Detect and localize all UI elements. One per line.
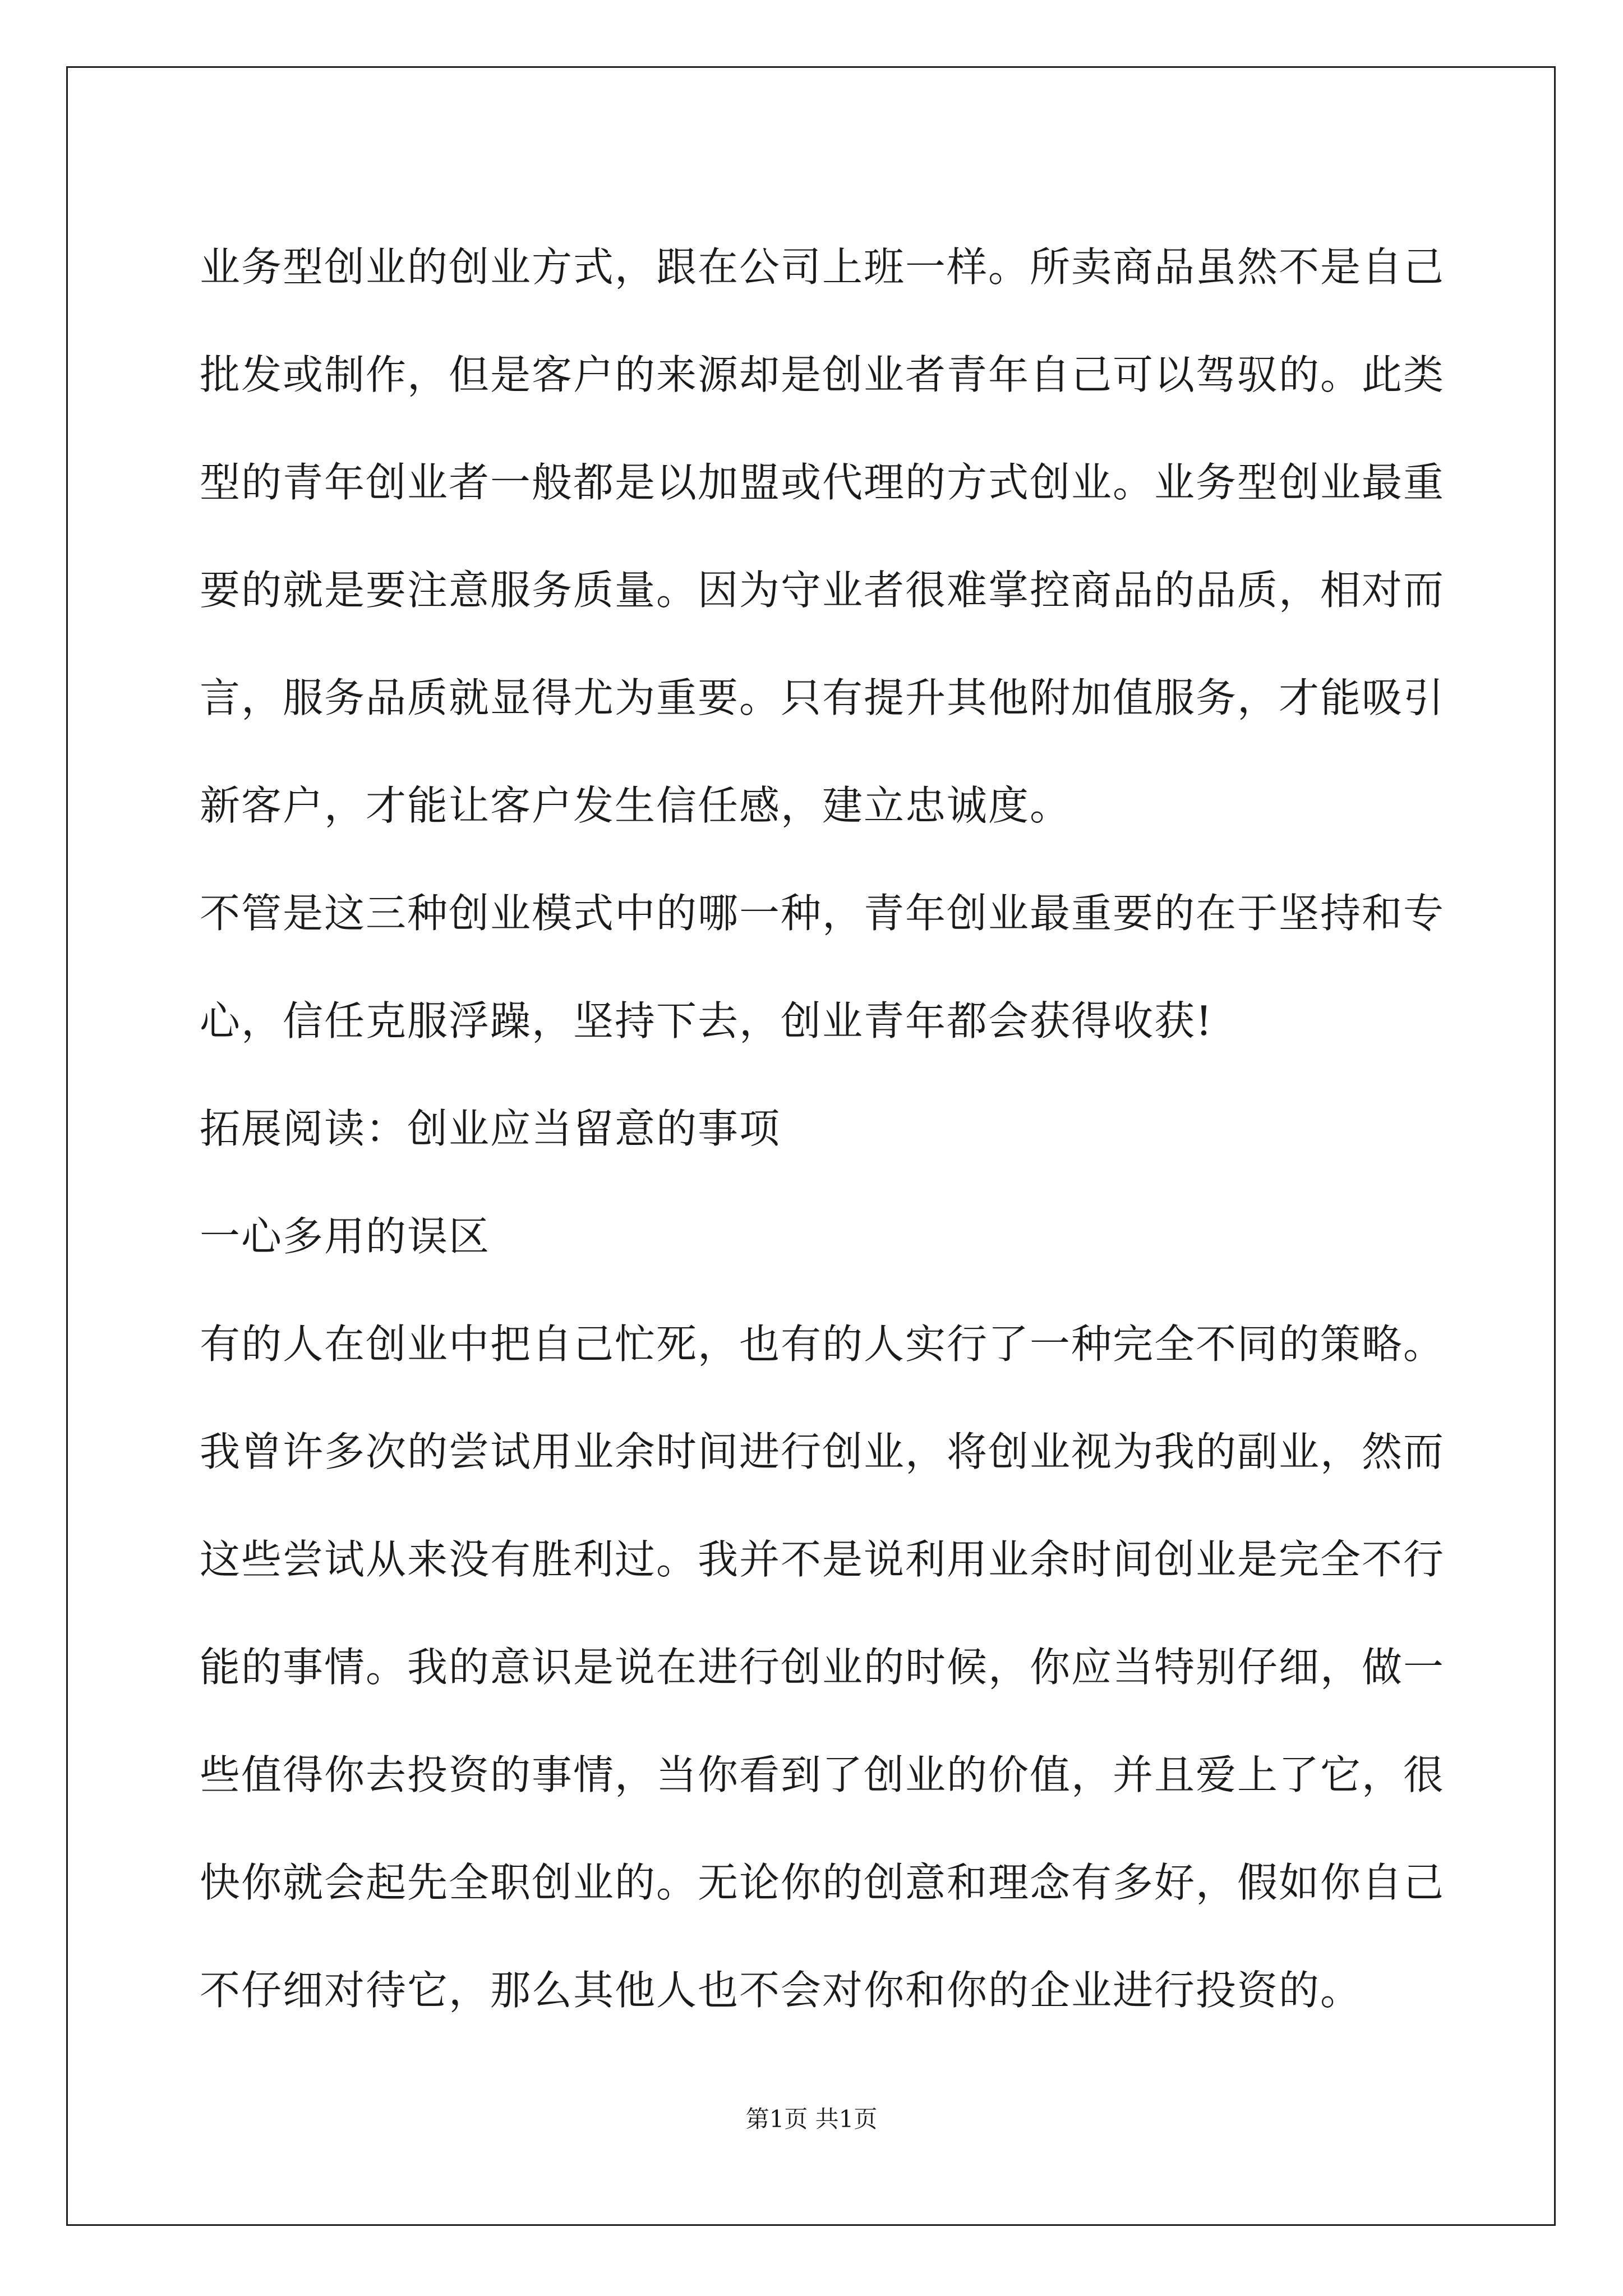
text-line: 型的青年创业者一般都是以加盟或代理的方式创业。业务型创业最重 [200, 459, 1445, 506]
subsection-heading: 一心多用的误区 [200, 1213, 491, 1260]
page-footer: 第1页 共1页 [745, 2105, 878, 2133]
text-line: 不管是这三种创业模式中的哪一种，青年创业最重要的在于坚持和专 [200, 890, 1445, 937]
text-line: 业务型创业的创业方式，跟在公司上班一样。所卖商品虽然不是自己 [200, 243, 1445, 291]
text-line: 这些尝试从来没有胜利过。我并不是说利用业余时间创业是完全不行 [200, 1536, 1445, 1583]
document-body [200, 213, 1445, 2044]
text-line: 能的事情。我的意识是说在进行创业的时候，你应当特别仔细，做一 [200, 1644, 1445, 1691]
text-line: 快你就会起先全职创业的。无论你的创意和理念有多好，假如你自己 [200, 1859, 1445, 1906]
text-line: 些值得你去投资的事情，当你看到了创业的价值，并且爱上了它，很 [200, 1751, 1445, 1798]
text-line: 我曾许多次的尝试用业余时间进行创业，将创业视为我的副业，然而 [200, 1428, 1445, 1475]
text-line: 心，信任克服浮躁，坚持下去，创业青年都会获得收获! [200, 997, 1213, 1045]
section-heading: 拓展阅读：创业应当留意的事项 [200, 1105, 781, 1152]
text-line: 不仔细对待它，那么其他人也不会对你和你的企业进行投资的。 [200, 1967, 1362, 2014]
text-line: 要的就是要注意服务质量。因为守业者很难掌控商品的品质，相对而 [200, 567, 1445, 614]
text-line: 批发或制作，但是客户的来源却是创业者青年自己可以驾驭的。此类 [200, 351, 1445, 398]
text-line: 有的人在创业中把自己忙死，也有的人实行了一种完全不同的策略。 [200, 1320, 1445, 1368]
text-line: 言，服务品质就显得尤为重要。只有提升其他附加值服务，才能吸引 [200, 674, 1445, 721]
text-line: 新客户，才能让客户发生信任感，建立忠诚度。 [200, 782, 1072, 829]
